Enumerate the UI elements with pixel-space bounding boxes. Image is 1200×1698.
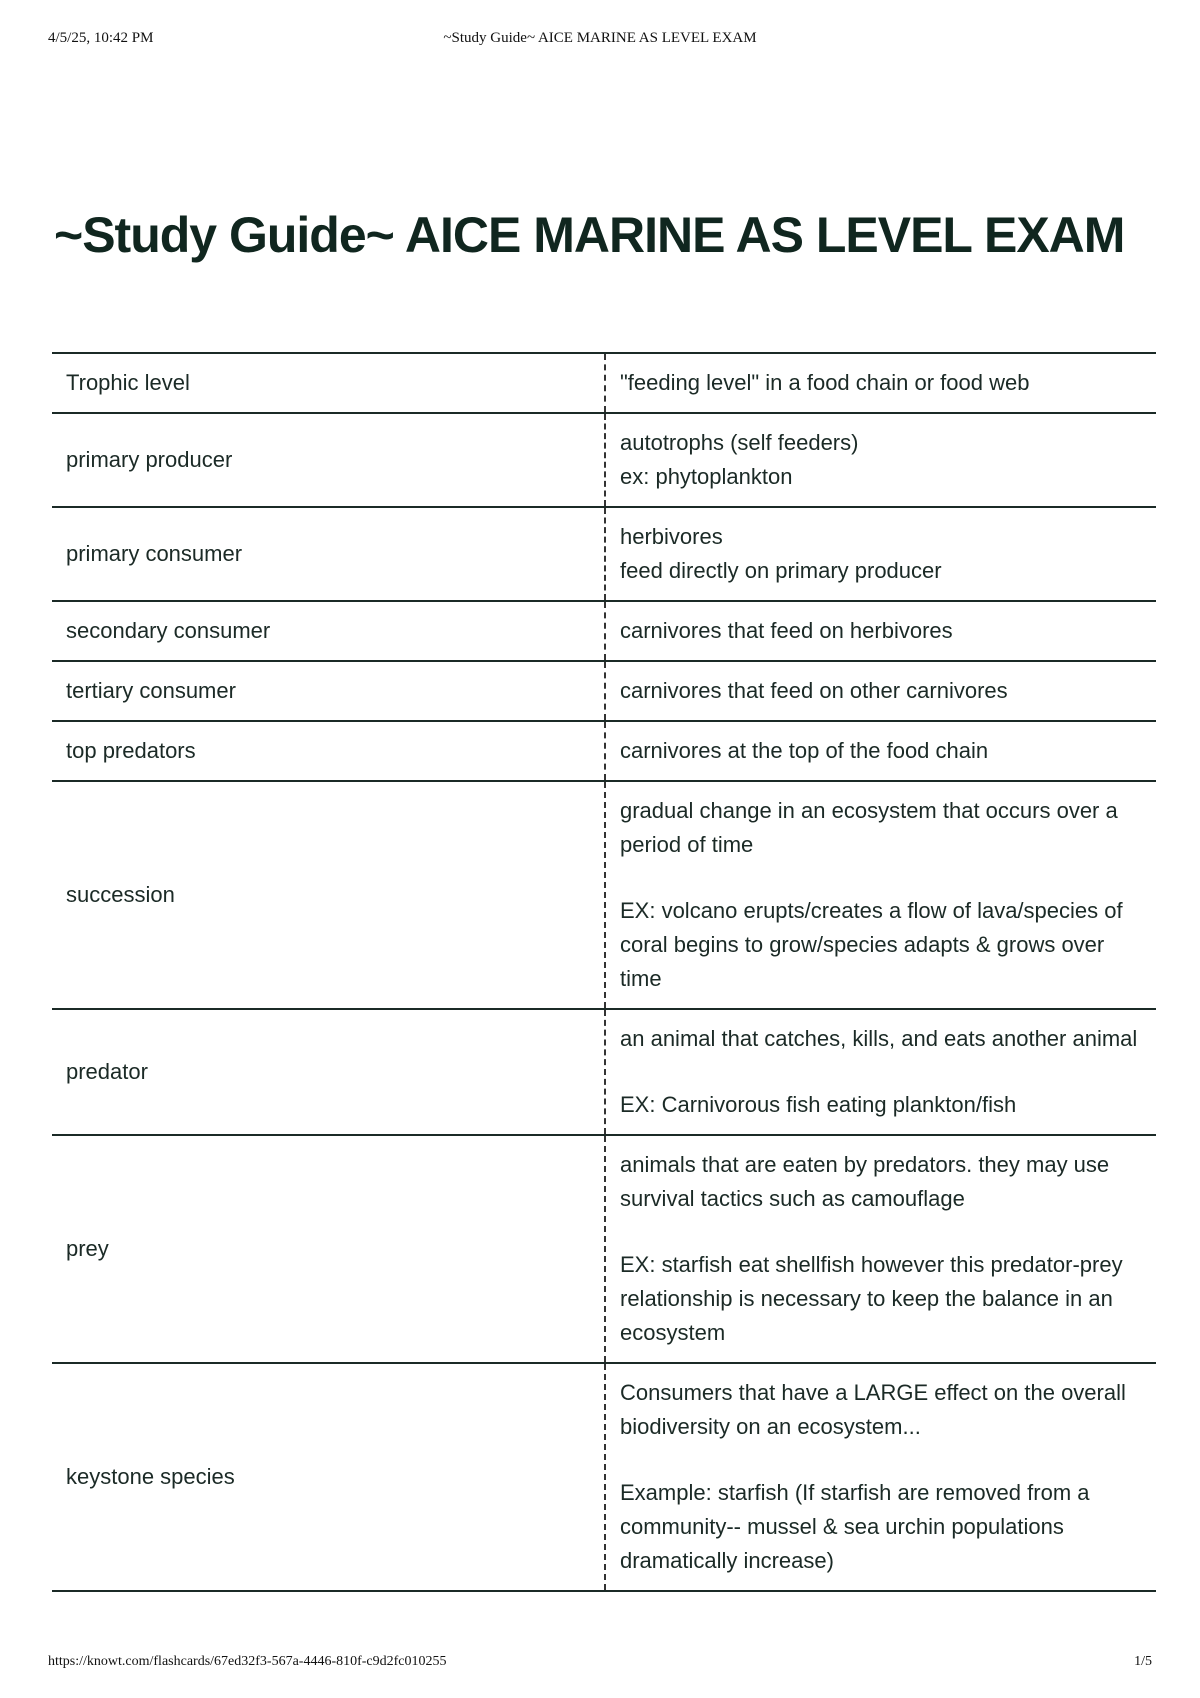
print-datetime: 4/5/25, 10:42 PM — [48, 30, 154, 46]
definition-cell — [605, 721, 1156, 781]
definition-line: Example: starfish (If starfish are removed from a community-- mussel & sea urchin populations dramatically increase) — [620, 1480, 1096, 1573]
definition-cell — [605, 781, 1156, 1009]
definition-line: animals that are eaten by predators. they may use survival tactics such as camouflage — [620, 1152, 1116, 1211]
definition-line: EX: volcano erupts/creates a flow of lava/species of coral begins to grow/species adapts & grows over time — [620, 898, 1129, 991]
definition-cell — [605, 1009, 1156, 1135]
definition-line: carnivores that feed on herbivores — [620, 618, 953, 643]
definition-cell — [605, 1363, 1156, 1591]
definition-cell — [605, 507, 1156, 601]
term-cell: secondary consumer — [52, 601, 605, 661]
definition-line: herbivores — [620, 524, 723, 549]
print-header — [48, 30, 1152, 54]
table-row — [52, 1009, 1156, 1135]
table-row — [52, 1363, 1156, 1591]
paragraph-gap — [620, 862, 1142, 894]
paragraph-gap — [620, 1056, 1142, 1088]
definition-line: Consumers that have a LARGE effect on the overall biodiversity on an ecosystem... — [620, 1380, 1132, 1439]
term-cell: primary consumer — [52, 507, 605, 601]
definition-line: "feeding level" in a food chain or food web — [620, 370, 1030, 395]
definition-line: feed directly on primary producer — [620, 558, 942, 583]
definition-line: carnivores that feed on other carnivores — [620, 678, 1008, 703]
page-number: 1/5 — [1134, 1654, 1152, 1669]
flashcard-table — [52, 352, 1156, 1592]
print-url: https://knowt.com/flashcards/67ed32f3-567a-4446-810f-c9d2fc010255 — [48, 1654, 447, 1669]
definition-line: carnivores at the top of the food chain — [620, 738, 989, 763]
term-cell: prey — [52, 1135, 605, 1363]
print-footer — [48, 1654, 1152, 1678]
term-cell: Trophic level — [52, 353, 605, 413]
term-cell: succession — [52, 781, 605, 1009]
table-row — [52, 721, 1156, 781]
table-row — [52, 413, 1156, 507]
table-row — [52, 781, 1156, 1009]
table-row — [52, 661, 1156, 721]
definition-cell — [605, 661, 1156, 721]
term-cell: top predators — [52, 721, 605, 781]
term-cell: primary producer — [52, 413, 605, 507]
term-cell: predator — [52, 1009, 605, 1135]
term-cell: keystone species — [52, 1363, 605, 1591]
definition-line: gradual change in an ecosystem that occurs over a period of time — [620, 798, 1124, 857]
definition-line: ex: phytoplankton — [620, 464, 793, 489]
table-row — [52, 507, 1156, 601]
paragraph-gap — [620, 1216, 1142, 1248]
page-title: ~Study Guide~ AICE MARINE AS LEVEL EXAM — [54, 207, 1125, 263]
definition-line: EX: Carnivorous fish eating plankton/fish — [620, 1092, 1017, 1117]
definition-cell — [605, 601, 1156, 661]
table-row — [52, 1135, 1156, 1363]
definition-line: an animal that catches, kills, and eats another animal — [620, 1026, 1138, 1051]
paragraph-gap — [620, 1444, 1142, 1476]
definition-line: EX: starfish eat shellfish however this predator-prey relationship is necessary to keep the balance in an ecosystem — [620, 1252, 1129, 1345]
term-cell: tertiary consumer — [52, 661, 605, 721]
print-doc-title: ~Study Guide~ AICE MARINE AS LEVEL EXAM — [443, 30, 757, 46]
definition-cell — [605, 413, 1156, 507]
definition-cell — [605, 353, 1156, 413]
definition-cell — [605, 1135, 1156, 1363]
table-row — [52, 601, 1156, 661]
definition-line: autotrophs (self feeders) — [620, 430, 859, 455]
table-row — [52, 353, 1156, 413]
